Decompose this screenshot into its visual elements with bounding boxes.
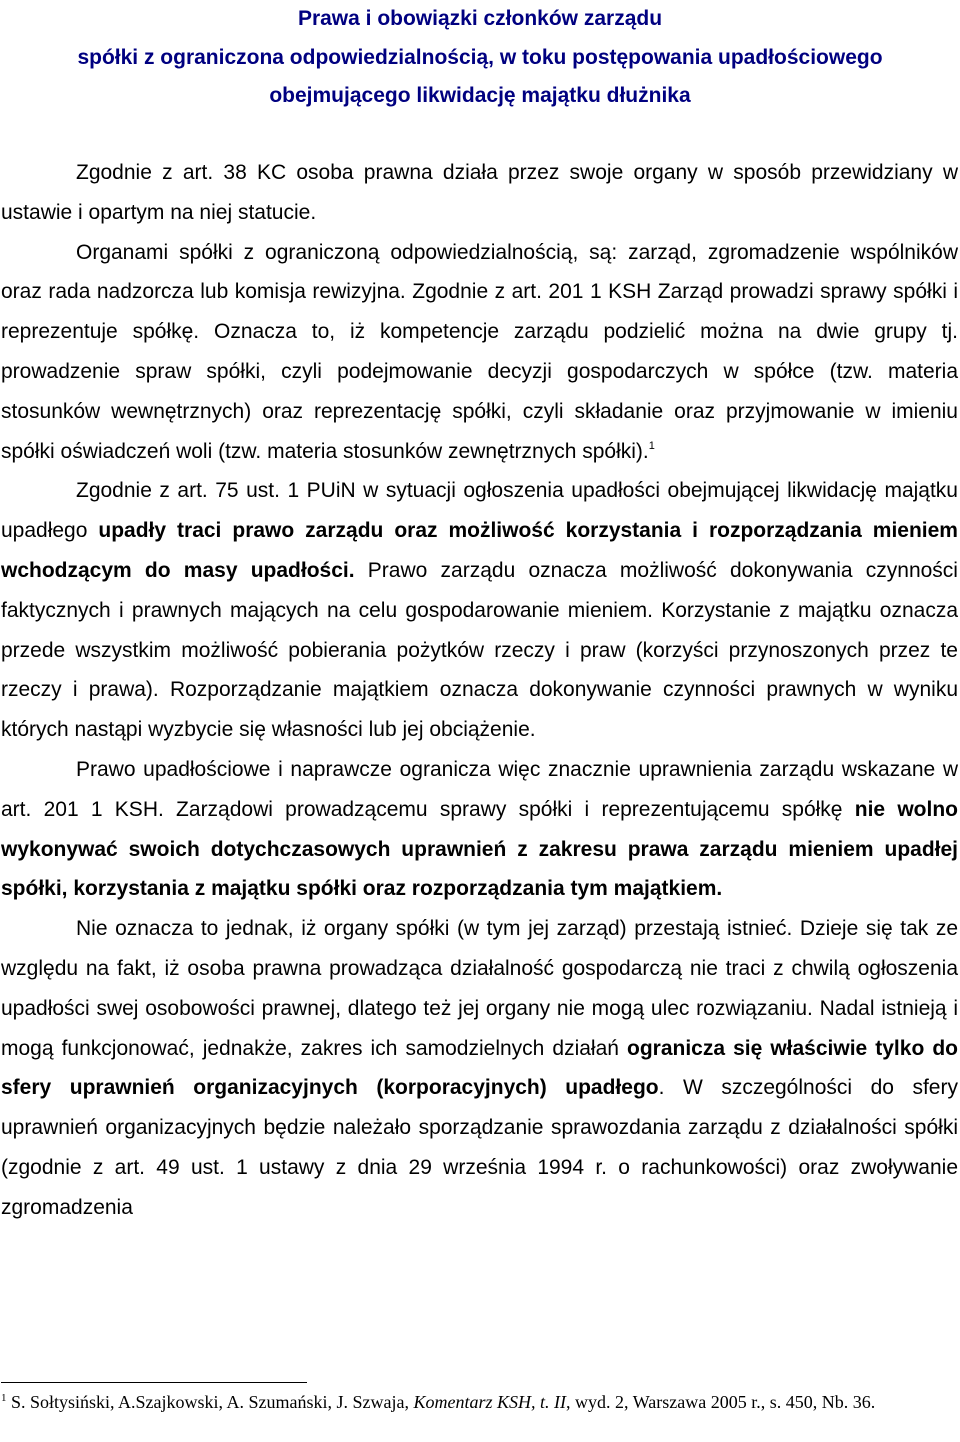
paragraph-2-text-b: 1 KSH Zarząd prowadzi sprawy spółki i reprezentuje spółkę. Oznacza to, iż kompetencje zarządu podzielić można na dwie grupy tj. prowadzenie spraw spółki, czyli podejmowanie decyzji gospodarczych w spółce (tzw. materia stosunków wewnętrznych) oraz reprezentację spółki, czyli składanie oraz przyjmowanie w imieniu spółki oświadczeń woli (tzw. materia stosunków zewnętrznych spółki). bbox=[1, 280, 959, 463]
document-title bbox=[0, 0, 960, 116]
footnote bbox=[1, 1388, 956, 1417]
paragraph-5-text-a: Nie oznacza to jednak, iż organy spółki (w tym jej zarząd) przestają istnieć. Dzieje się tak ze względu na fakt, iż osoba prawna prowadząca działalność gospodarczą nie traci z chwilą ogłoszenia upadłości swej osobowości prawnej, dlatego też jej organy nie mogą ulec rozwiązaniu. Nadal istnieją i mogą funkcjonować, jednakże, zakres ich samodzielnych działań bbox=[1, 917, 958, 1060]
title-line-1: Prawa i obowiązki członków zarządu bbox=[297, 7, 663, 30]
paragraph-4-text-a: Prawo upadłościowe i naprawcze ogranicza więc znacznie uprawnienia zarządu wskazane w art. 201 bbox=[1, 757, 958, 821]
paragraph-5 bbox=[1, 909, 958, 1227]
paragraph-5-text-b: . W szczególności do sfery uprawnień organizacyjnych będzie należało sporządzanie sprawozdania zarządu z działalności spółki (zgodnie z art. 49 ust. 1 ustawy z dnia 29 września 1994 r. o rachunkowości) oraz zwoływanie zgromadzenia bbox=[1, 1076, 958, 1219]
paragraph-1-text: Zgodnie z art. 38 KC osoba prawna działa przez swoje organy w sposób przewidziany w ustawie i opartym na niej statucie. bbox=[1, 161, 958, 224]
paragraph-3-bold: upadły traci prawo zarządu oraz możliwość korzystania i rozporządzania mieniem wchodzącym do masy upadłości. bbox=[1, 519, 958, 582]
paragraph-3 bbox=[1, 471, 958, 750]
footnote-text-a: S. Sołtysiński, A.Szajkowski, A. Szumański, J. Szwaja, bbox=[6, 1392, 414, 1412]
paragraph-4-text-b: 1 KSH. Zarządowi prowadzącemu sprawy spółki i reprezentującemu spółkę bbox=[90, 797, 855, 821]
footnote-text-b: , wyd. 2, Warszawa 2005 r., s. 450, Nb. 36. bbox=[566, 1392, 876, 1412]
paragraph-4 bbox=[1, 750, 958, 909]
paragraph-2-text-a: Organami spółki z ograniczoną odpowiedzialnością, są: zarząd, zgromadzenie wspólników oraz rada nadzorcza lub komisja rewizyjna. Zgodnie z art. 201 bbox=[1, 240, 958, 304]
title-line-2: spółki z ograniczona odpowiedzialnością, w toku postępowania upadłościowego bbox=[77, 45, 883, 69]
paragraph-5-bold: ogranicza się właściwie tylko do sfery uprawnień organizacyjnych (korporacyjnych) upadłego bbox=[1, 1036, 958, 1100]
footnote-reference[interactable]: 1 bbox=[648, 439, 655, 452]
document-body bbox=[1, 153, 958, 1228]
paragraph-3-text-a: Zgodnie z art. 75 ust. 1 PUiN w sytuacji ogłoszenia upadłości obejmującej likwidację majątku upadłego bbox=[1, 479, 958, 543]
title-line-3: obejmującego likwidację majątku dłużnika bbox=[269, 84, 691, 107]
paragraph-2 bbox=[1, 233, 958, 472]
footnote-number: 1 bbox=[1, 1392, 7, 1404]
paragraph-4-bold: nie wolno wykonywać swoich dotychczasowych uprawnień z zakresu prawa zarządu mieniem upadłej spółki, korzystania z majątku spółki oraz rozporządzania tym majątkiem. bbox=[1, 797, 958, 901]
footnote-separator bbox=[1, 1382, 307, 1383]
footnote-italic-title: Komentarz KSH, t. II bbox=[413, 1392, 567, 1412]
paragraph-1 bbox=[1, 153, 958, 233]
paragraph-3-text-b: Prawo zarządu oznacza możliwość dokonywania czynności faktycznych i prawnych mających na celu gospodarowanie mieniem. Korzystanie z majątku oznacza przede wszystkim możliwość pobierania pożytków rzeczy i praw (korzyści przynoszonych przez te rzeczy i prawa). Rozporządzanie majątkiem oznacza dokonywanie czynności prawnych w wyniku których nastąpi wyzbycie się własności lub jej obciążenie. bbox=[1, 558, 958, 742]
